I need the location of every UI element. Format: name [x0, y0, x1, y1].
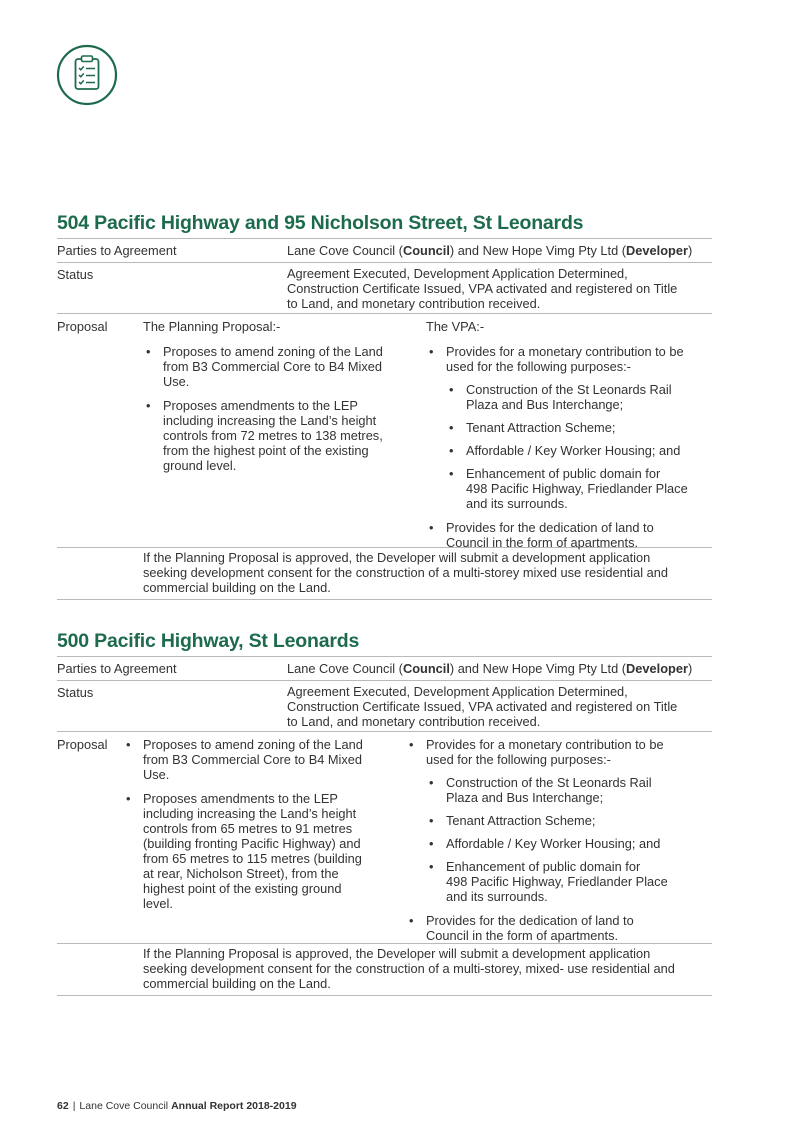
- planning-proposal-column: [143, 319, 413, 482]
- list-item: [426, 344, 716, 511]
- vpa-column: [406, 737, 696, 952]
- note-line: If the Planning Proposal is approved, the Developer will submit a development application: [143, 550, 651, 565]
- note-line: commercial building on the Land.: [143, 976, 331, 991]
- list-item-line: controls from 72 metres to 138 metres,: [163, 428, 383, 443]
- status-line: Construction Certificate Issued, VPA activated and registered on Title: [287, 699, 678, 714]
- list-item: [426, 520, 716, 550]
- proposal-row: [57, 314, 712, 548]
- list-item-line: controls from 65 metres to 91 metres: [143, 821, 353, 836]
- list-item-line: Plaza and Bus Interchange;: [466, 397, 624, 412]
- list-item-line: • Affordable / Key Worker Housing; and: [446, 836, 661, 851]
- status-value: [287, 684, 712, 729]
- list-item: [446, 443, 716, 458]
- list-item: [446, 382, 716, 412]
- parties-row: [57, 239, 712, 263]
- footer-org: Lane Cove Council: [79, 1100, 169, 1112]
- list-item-line: from B3 Commercial Core to B4 Mixed: [163, 359, 383, 374]
- parties-developer-term: Developer: [626, 661, 688, 676]
- note-line: seeking development consent for the construction of a multi-storey mixed use residential and: [143, 565, 668, 580]
- planning-proposal-column: [123, 737, 393, 920]
- status-label: Status: [57, 685, 94, 700]
- proposal-row: [57, 732, 712, 944]
- list-item-line: from 65 metres to 115 metres (building: [143, 851, 362, 866]
- status-line: to Land, and monetary contribution received.: [287, 714, 541, 729]
- status-label: Status: [57, 267, 94, 282]
- list-item: [406, 913, 696, 943]
- parties-text: Lane Cove Council (: [287, 661, 403, 676]
- list-item-line: from B3 Commercial Core to B4 Mixed: [143, 752, 363, 767]
- section-title: 500 Pacific Highway, St Leonards: [57, 626, 712, 657]
- list-item-line: • Tenant Attraction Scheme;: [446, 813, 596, 828]
- parties-value: [287, 243, 708, 258]
- vpa-list: [426, 344, 716, 550]
- list-item: [123, 737, 393, 782]
- list-item-line: Use.: [163, 374, 190, 389]
- parties-text: ): [687, 243, 693, 258]
- list-item-line: and its surrounds.: [466, 496, 568, 511]
- list-item-line: 498 Pacific Highway, Friedlander Place: [466, 481, 688, 496]
- parties-text: ) and New Hope Vimg Pty Ltd (: [449, 661, 627, 676]
- list-item: [426, 813, 696, 828]
- list-item: [426, 859, 696, 904]
- list-item-line: • Proposes to amend zoning of the Land: [143, 737, 363, 752]
- list-item-line: and its surrounds.: [446, 889, 548, 904]
- planning-proposal-heading: The Planning Proposal:-: [143, 319, 281, 334]
- list-item: [143, 344, 413, 389]
- parties-row: [57, 657, 712, 681]
- status-line: Agreement Executed, Development Application Determined,: [287, 684, 628, 699]
- list-item: [123, 791, 393, 911]
- section-500-pacific-highway: [57, 626, 712, 996]
- parties-council-term: Council: [402, 243, 450, 258]
- list-item-line: including increasing the Land’s height: [143, 806, 357, 821]
- proposal-label: Proposal: [57, 737, 108, 752]
- list-item: [446, 466, 716, 511]
- list-item-line: • Proposes amendments to the LEP: [163, 398, 358, 413]
- status-line: to Land, and monetary contribution received.: [287, 296, 541, 311]
- parties-value: [287, 661, 708, 676]
- parties-text: ): [687, 661, 693, 676]
- vpa-list: [406, 737, 696, 943]
- page-number: 62: [57, 1100, 69, 1112]
- parties-text: ) and New Hope Vimg Pty Ltd (: [449, 243, 627, 258]
- status-line: Construction Certificate Issued, VPA activated and registered on Title: [287, 281, 678, 296]
- list-item-line: • Tenant Attraction Scheme;: [466, 420, 616, 435]
- status-row: [57, 681, 712, 732]
- list-item-line: at rear, Nicholson Street), from the: [143, 866, 339, 881]
- proposal-label: Proposal: [57, 319, 108, 334]
- list-item: [426, 836, 696, 851]
- list-item-line: from the highest point of the existing: [163, 443, 369, 458]
- list-item-line: • Provides for the dedication of land to: [426, 913, 634, 928]
- note-row: [57, 944, 712, 996]
- section-title: 504 Pacific Highway and 95 Nicholson Street, St Leonards: [57, 208, 712, 239]
- vpa-purposes-list: [446, 382, 716, 511]
- parties-developer-term: Developer: [626, 243, 688, 258]
- section-504-pacific-highway: [57, 208, 712, 600]
- list-item-line: used for the following purposes:-: [426, 752, 611, 767]
- list-item-line: • Proposes amendments to the LEP: [143, 791, 338, 806]
- parties-label: Parties to Agreement: [57, 661, 177, 676]
- list-item-line: including increasing the Land’s height: [163, 413, 377, 428]
- parties-text: Lane Cove Council (: [287, 243, 403, 258]
- list-item-line: • Proposes to amend zoning of the Land: [163, 344, 383, 359]
- list-item: [426, 775, 696, 805]
- vpa-heading: The VPA:-: [426, 319, 485, 334]
- list-item: [446, 420, 716, 435]
- list-item: [143, 398, 413, 473]
- vpa-column: [426, 319, 716, 559]
- note-line: seeking development consent for the construction of a multi-storey, mixed- use residential and: [143, 961, 675, 976]
- approval-note: [143, 946, 712, 991]
- parties-label: Parties to Agreement: [57, 243, 177, 258]
- clipboard-checklist-icon: [56, 44, 118, 106]
- footer-report-title: Annual Report 2018-2019: [171, 1100, 297, 1112]
- note-line: If the Planning Proposal is approved, the Developer will submit a development application: [143, 946, 651, 961]
- list-item-line: • Provides for a monetary contribution to be: [446, 344, 684, 359]
- list-item-line: 498 Pacific Highway, Friedlander Place: [446, 874, 668, 889]
- planning-proposal-list: [143, 344, 413, 473]
- list-item-line: • Enhancement of public domain for: [466, 466, 661, 481]
- list-item-line: ground level.: [163, 458, 237, 473]
- list-item-line: Council in the form of apartments.: [426, 928, 619, 943]
- status-line: Agreement Executed, Development Application Determined,: [287, 266, 628, 281]
- status-value: [287, 266, 712, 311]
- note-row: [57, 548, 712, 600]
- list-item-line: • Enhancement of public domain for: [446, 859, 641, 874]
- list-item-line: • Provides for the dedication of land to: [446, 520, 654, 535]
- list-item-line: highest point of the existing ground: [143, 881, 342, 896]
- vpa-purposes-list: [426, 775, 696, 904]
- page-footer: [57, 1100, 297, 1112]
- list-item-line: Plaza and Bus Interchange;: [446, 790, 604, 805]
- status-row: [57, 263, 712, 314]
- footer-separator: |: [72, 1100, 76, 1112]
- note-line: commercial building on the Land.: [143, 580, 331, 595]
- list-item-line: level.: [143, 896, 173, 911]
- approval-note: [143, 550, 712, 595]
- list-item-line: (building fronting Pacific Highway) and: [143, 836, 361, 851]
- list-item-line: Use.: [143, 767, 170, 782]
- list-item-line: • Affordable / Key Worker Housing; and: [466, 443, 681, 458]
- list-item: [406, 737, 696, 904]
- list-item-line: • Construction of the St Leonards Rail: [466, 382, 672, 397]
- list-item-line: • Construction of the St Leonards Rail: [446, 775, 652, 790]
- list-item-line: • Provides for a monetary contribution to be: [426, 737, 664, 752]
- planning-proposal-list: [123, 737, 393, 911]
- parties-council-term: Council: [402, 661, 450, 676]
- list-item-line: used for the following purposes:-: [446, 359, 631, 374]
- list-item-line: Council in the form of apartments.: [446, 535, 639, 550]
